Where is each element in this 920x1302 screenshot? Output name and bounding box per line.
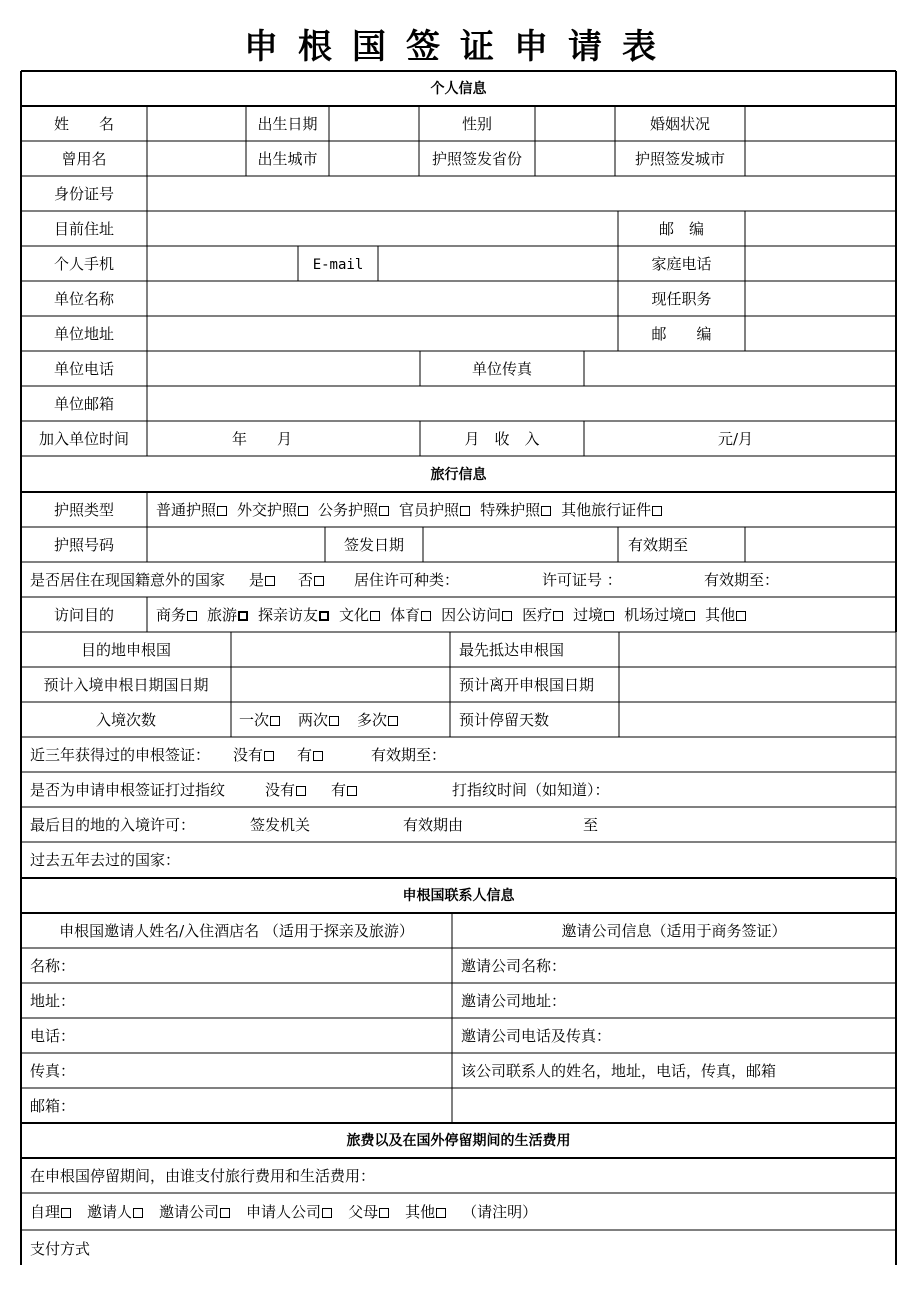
label-company: 邀请公司信息（适用于商务签证） — [561, 922, 787, 940]
label-entry-date: 预计入境申根日期国日期 — [43, 676, 209, 694]
label-join-date: 加入单位时间 — [38, 430, 129, 448]
form-title: 申根国签证申请表 — [244, 27, 676, 67]
label-company-phone: 邀请公司电话及传真： — [461, 1027, 612, 1045]
label-employer-address: 单位地址 — [53, 325, 114, 343]
checkbox[interactable] — [61, 1208, 71, 1218]
checkbox[interactable] — [220, 1208, 230, 1218]
label-former-name: 曾用名 — [61, 150, 107, 168]
checkbox[interactable] — [264, 751, 274, 761]
label-recent-visa: 近三年获得过的申根签证： — [30, 746, 211, 764]
checkbox[interactable] — [265, 576, 275, 586]
section-contact-header: 申根国联系人信息 — [402, 888, 515, 904]
label-birth-date: 出生日期 — [257, 115, 318, 133]
checkbox[interactable] — [541, 506, 551, 516]
option-residence-no[interactable]: 否 — [298, 571, 326, 589]
checkbox[interactable] — [187, 611, 197, 621]
label-purpose: 访问目的 — [53, 606, 114, 624]
option-entry-double[interactable]: 两次 — [298, 711, 341, 729]
option-purpose-sports[interactable]: 体育 — [390, 606, 433, 624]
checkbox[interactable] — [736, 611, 746, 621]
checkbox[interactable] — [329, 716, 339, 726]
label-past-countries: 过去五年去过的国家： — [30, 851, 181, 869]
option-recent-visa-none[interactable]: 没有 — [233, 746, 276, 764]
option-purpose-family-visit[interactable]: 探亲访友 — [258, 606, 331, 624]
checkbox[interactable] — [502, 611, 512, 621]
label-valid-until: 有效期至 — [628, 536, 689, 554]
option-payer-applicant-company[interactable]: 申请人公司 — [246, 1203, 334, 1221]
option-passport-diplomatic[interactable]: 外交护照 — [237, 501, 310, 519]
label-contact-email: 邮箱： — [30, 1097, 76, 1115]
option-recent-visa-have[interactable]: 有 — [297, 746, 325, 764]
label-fingerprint: 是否为申请申根签证打过指纹 — [30, 781, 226, 799]
checkbox[interactable] — [319, 611, 329, 621]
label-birth-city: 出生城市 — [257, 150, 318, 168]
checkbox[interactable] — [685, 611, 695, 621]
option-purpose-business[interactable]: 商务 — [156, 606, 199, 624]
passport-type-options — [156, 501, 672, 519]
checkbox[interactable] — [370, 611, 380, 621]
option-payer-parents[interactable]: 父母 — [348, 1203, 391, 1221]
label-employer-email: 单位邮箱 — [53, 395, 114, 413]
label-home-phone: 家庭电话 — [651, 255, 712, 273]
option-fingerprint-none[interactable]: 没有 — [265, 781, 308, 799]
label-employer-postcode: 邮 编 — [651, 325, 712, 343]
label-first-entry: 最先抵达申根国 — [459, 641, 565, 659]
label-permit-valid: 有效期至： — [704, 571, 780, 589]
checkbox[interactable] — [604, 611, 614, 621]
label-issue-date: 签发日期 — [343, 536, 404, 554]
option-passport-special[interactable]: 特殊护照 — [480, 501, 553, 519]
label-contact-phone: 电话： — [30, 1027, 76, 1045]
label-entries: 入境次数 — [95, 711, 156, 729]
label-contact-fax: 传真： — [30, 1062, 76, 1080]
label-employer: 单位名称 — [53, 290, 114, 308]
checkbox[interactable] — [270, 716, 280, 726]
checkbox[interactable] — [460, 506, 470, 516]
option-entry-multiple[interactable]: 多次 — [357, 711, 400, 729]
label-contact-address: 地址： — [30, 992, 76, 1010]
label-destination: 目的地申根国 — [80, 641, 171, 659]
option-fingerprint-have[interactable]: 有 — [331, 781, 359, 799]
checkbox[interactable] — [314, 576, 324, 586]
label-year-month: 年 月 — [232, 430, 293, 448]
checkbox[interactable] — [313, 751, 323, 761]
label-company-name: 邀请公司名称： — [461, 957, 567, 975]
option-passport-service[interactable]: 公务护照 — [318, 501, 391, 519]
option-purpose-other[interactable]: 其他 — [705, 606, 748, 624]
option-passport-other[interactable]: 其他旅行证件 — [561, 501, 664, 519]
label-name: 姓 名 — [53, 115, 114, 133]
checkbox[interactable] — [217, 506, 227, 516]
checkbox[interactable] — [652, 506, 662, 516]
label-income: 月 收 入 — [464, 430, 540, 448]
payer-note: （请注明） — [462, 1203, 538, 1221]
checkbox[interactable] — [379, 506, 389, 516]
option-passport-official[interactable]: 官员护照 — [399, 501, 472, 519]
label-contact-name: 名称： — [30, 957, 76, 975]
purpose-options — [156, 606, 756, 624]
label-visa-valid: 有效期至： — [371, 746, 447, 764]
label-permit-type: 居住许可种类： — [354, 571, 460, 589]
checkbox[interactable] — [553, 611, 563, 621]
option-payer-other[interactable]: 其他 — [405, 1203, 448, 1221]
option-purpose-official[interactable]: 因公访问 — [441, 606, 514, 624]
label-employer-phone: 单位电话 — [53, 360, 114, 378]
label-cost-question: 在申根国停留期间，由谁支付旅行费用和生活费用： — [30, 1167, 376, 1185]
section-costs-header: 旅费以及在国外停留期间的生活费用 — [346, 1133, 571, 1149]
label-passport-province: 护照签发省份 — [431, 150, 522, 168]
option-payer-inviting-company[interactable]: 邀请公司 — [159, 1203, 232, 1221]
checkbox[interactable] — [133, 1208, 143, 1218]
entry-options — [239, 711, 408, 729]
label-issuer: 签发机关 — [250, 816, 311, 834]
checkbox[interactable] — [388, 716, 398, 726]
label-mobile: 个人手机 — [53, 255, 114, 273]
label-valid-from: 有效期由 — [403, 816, 464, 834]
label-passport-no: 护照号码 — [53, 536, 114, 554]
option-purpose-culture[interactable]: 文化 — [339, 606, 382, 624]
label-company-contact: 该公司联系人的姓名，地址，电话，传真，邮箱 — [461, 1062, 777, 1080]
checkbox[interactable] — [436, 1208, 446, 1218]
label-marital-status: 婚姻状况 — [649, 115, 710, 133]
label-fingerprint-time: 打指纹时间（如知道）： — [452, 781, 610, 799]
checkbox[interactable] — [322, 1208, 332, 1218]
residence-question: 是否居住在现国籍意外的国家 — [30, 571, 226, 589]
label-inviter: 申根国邀请人姓名/入住酒店名 （适用于探亲及旅游） — [59, 922, 414, 940]
label-id-number: 身份证号 — [53, 185, 114, 203]
option-payer-self[interactable]: 自理 — [30, 1203, 73, 1221]
option-payer-inviter[interactable]: 邀请人 — [87, 1203, 145, 1221]
label-address: 目前住址 — [53, 220, 114, 238]
section-travel-header: 旅行信息 — [430, 467, 487, 483]
label-final-permit: 最后目的地的入境许可： — [30, 816, 196, 834]
checkbox[interactable] — [347, 786, 357, 796]
label-company-address: 邀请公司地址： — [461, 992, 567, 1010]
label-employer-fax: 单位传真 — [471, 360, 532, 378]
option-residence-yes[interactable]: 是 — [249, 571, 277, 589]
label-position: 现任职务 — [651, 290, 712, 308]
option-purpose-transit[interactable]: 过境 — [573, 606, 616, 624]
label-postcode: 邮 编 — [658, 220, 704, 238]
label-stay-days: 预计停留天数 — [459, 711, 550, 729]
label-valid-to: 至 — [583, 816, 599, 834]
label-exit-date: 预计离开申根国日期 — [459, 676, 595, 694]
section-personal-header: 个人信息 — [430, 81, 487, 97]
checkbox[interactable] — [298, 506, 308, 516]
checkbox[interactable] — [421, 611, 431, 621]
label-passport-city: 护照签发城市 — [634, 150, 725, 168]
checkbox[interactable] — [238, 611, 248, 621]
option-entry-single[interactable]: 一次 — [239, 711, 282, 729]
label-permit-no: 许可证号 ： — [542, 571, 622, 589]
option-purpose-airport-transit[interactable]: 机场过境 — [624, 606, 697, 624]
label-gender: 性别 — [461, 115, 492, 133]
label-payment-method: 支付方式 — [30, 1240, 91, 1258]
payer-options — [30, 1203, 537, 1221]
checkbox[interactable] — [296, 786, 306, 796]
label-email: E-mail — [312, 257, 364, 273]
label-passport-type: 护照类型 — [53, 501, 114, 519]
option-purpose-tourism[interactable]: 旅游 — [207, 606, 250, 624]
checkbox[interactable] — [379, 1208, 389, 1218]
option-passport-ordinary[interactable]: 普通护照 — [156, 501, 229, 519]
label-income-unit: 元/月 — [718, 430, 754, 448]
option-purpose-medical[interactable]: 医疗 — [522, 606, 565, 624]
